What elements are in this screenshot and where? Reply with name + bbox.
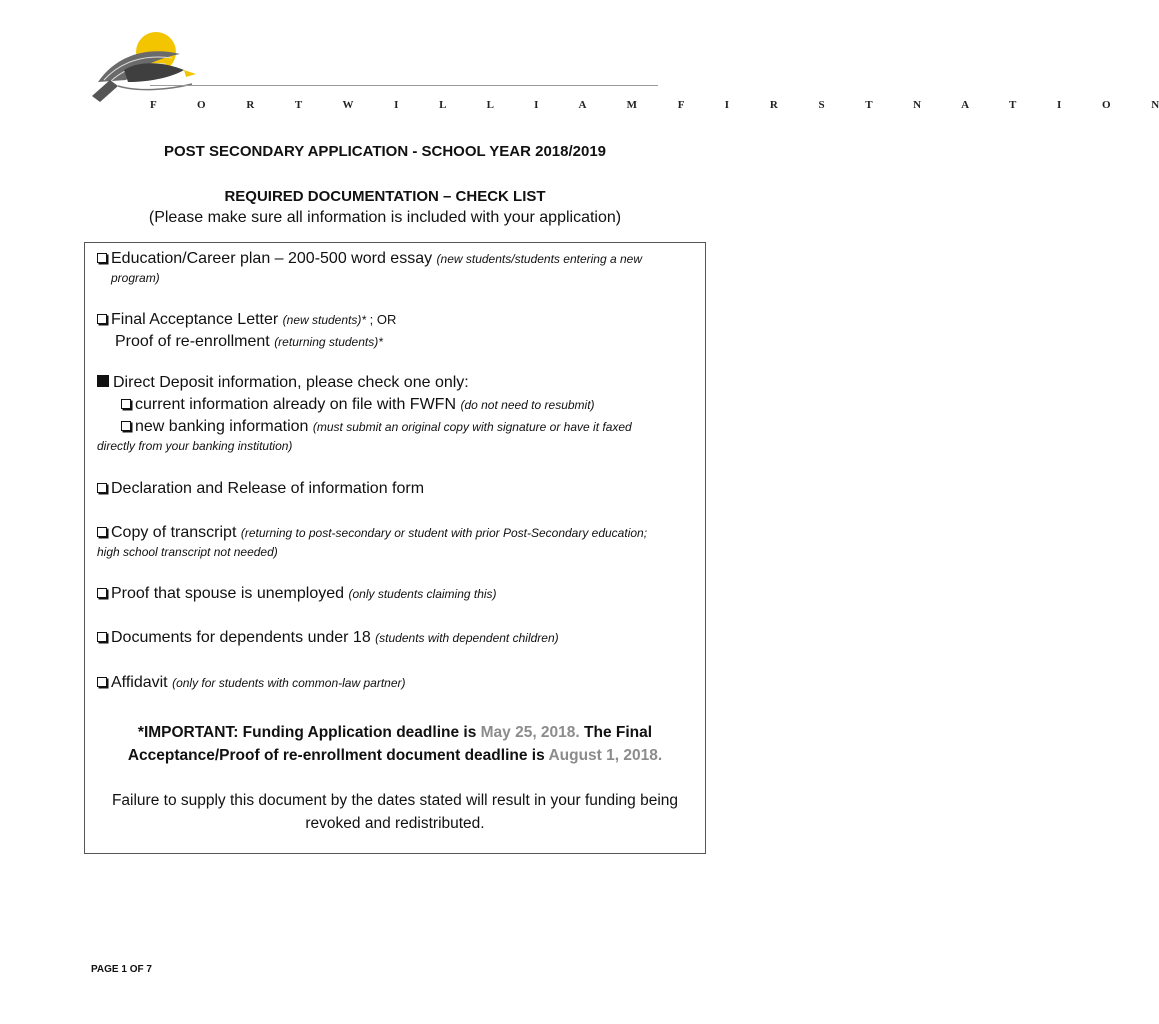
important-prefix: *IMPORTANT: Funding Application deadline is — [137, 724, 481, 741]
acceptance-letter-note: (new students)* — [282, 313, 367, 327]
affidavit-label: Affidavit — [111, 674, 173, 691]
affidavit-checkbox[interactable] — [97, 677, 107, 687]
deposit-option-current — [121, 394, 695, 416]
direct-deposit-checkbox[interactable] — [97, 375, 109, 387]
transcript-note-cont: high school transcript not needed) — [97, 545, 278, 559]
reenrollment-note: (returning students)* — [274, 335, 383, 349]
item-declaration — [97, 478, 695, 500]
deposit-current-note: (do not need to resubmit) — [460, 398, 595, 412]
declaration-checkbox[interactable] — [97, 483, 107, 493]
affidavit-note: (only for students with common-law partner) — [172, 676, 406, 690]
deposit-new-label: new banking information — [135, 418, 313, 435]
reenrollment-label: Proof of re-enrollment — [115, 333, 275, 350]
eagle-body — [124, 63, 184, 82]
checklist-instruction: (Please make sure all information is included with your application) — [148, 209, 622, 226]
checklist-title: REQUIRED DOCUMENTATION – CHECK LIST — [224, 188, 546, 205]
failure-line2: revoked and redistributed. — [305, 815, 485, 832]
checklist-box — [84, 242, 706, 854]
deposit-new-checkbox[interactable] — [121, 421, 131, 431]
funding-deadline-date: May 25, 2018. — [480, 724, 580, 741]
declaration-label: Declaration and Release of information form — [111, 480, 425, 497]
item-transcript — [97, 522, 695, 560]
acceptance-letter-label: Final Acceptance Letter — [111, 311, 283, 328]
failure-notice — [85, 789, 705, 835]
transcript-checkbox[interactable] — [97, 527, 107, 537]
dependents-checkbox[interactable] — [97, 632, 107, 642]
deposit-new-note: (must submit an original copy with signature or have it faxed — [312, 420, 632, 434]
spouse-checkbox[interactable] — [97, 588, 107, 598]
important-mid: The Final — [579, 724, 653, 741]
reenrollment-line — [115, 331, 695, 353]
spouse-label: Proof that spouse is unemployed — [111, 585, 349, 602]
page-title: POST SECONDARY APPLICATION - SCHOOL YEAR 2018/2019 — [163, 143, 607, 160]
item-direct-deposit — [97, 372, 695, 454]
deposit-current-checkbox[interactable] — [121, 399, 131, 409]
item-affidavit — [97, 672, 695, 694]
org-name: F O R T W I L L I A M F I R S T N A T I O N — [150, 99, 1159, 111]
item-acceptance-letter — [97, 309, 695, 353]
page-number: PAGE 1 OF 7 — [91, 964, 152, 975]
acceptance-letter-checkbox[interactable] — [97, 314, 107, 324]
education-plan-label: Education/Career plan – 200-500 word essay — [111, 250, 437, 267]
acceptance-letter-or: ; OR — [366, 312, 397, 327]
education-plan-note-cont: program) — [111, 271, 160, 285]
item-spouse — [97, 583, 695, 605]
item-dependents — [97, 627, 695, 649]
transcript-note: (returning to post-secondary or student with prior Post-Secondary education; — [240, 526, 648, 540]
education-plan-note: (new students/students entering a new — [436, 252, 642, 266]
header-rule — [150, 85, 658, 86]
education-plan-checkbox[interactable] — [97, 253, 107, 263]
important-notice — [85, 721, 705, 767]
important-line2: Acceptance/Proof of re-enrollment document deadline is — [127, 747, 549, 764]
deposit-note-cont: directly from your banking institution) — [97, 439, 293, 453]
direct-deposit-label: Direct Deposit information, please check one only: — [113, 374, 469, 391]
eagle-over-sun-logo — [88, 30, 198, 104]
deposit-current-label: current information already on file with FWFN — [135, 396, 461, 413]
eagle-tail — [92, 80, 118, 102]
failure-line1: Failure to supply this document by the dates stated will result in your funding being — [111, 792, 679, 809]
dependents-note: (students with dependent children) — [375, 631, 559, 645]
deposit-option-new — [121, 416, 695, 438]
dependents-label: Documents for dependents under 18 — [111, 629, 376, 646]
acceptance-deadline-date: August 1, 2018. — [548, 747, 663, 764]
spouse-note: (only students claiming this) — [348, 587, 497, 601]
transcript-label: Copy of transcript — [111, 524, 241, 541]
item-education-plan — [97, 248, 695, 286]
